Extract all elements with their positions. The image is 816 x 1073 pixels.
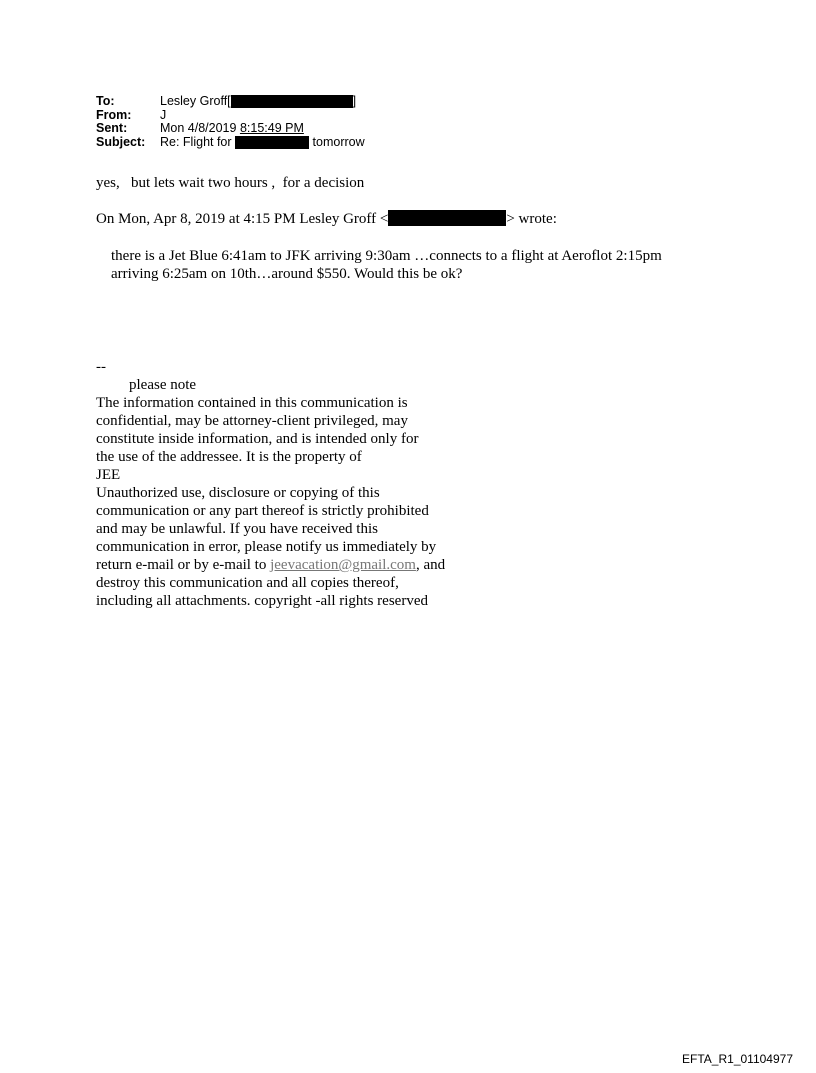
disclaimer-line xyxy=(96,556,496,574)
to-bracket-open: [ xyxy=(227,94,231,108)
quoted-header-suffix: > wrote: xyxy=(506,211,557,227)
from-row xyxy=(96,109,365,123)
disclaimer-line: destroy this communication and all copies thereof, xyxy=(96,575,399,591)
disclaimer-line: including all attachments. copyright -all rights reserved xyxy=(96,593,428,609)
disclaimer-line: the use of the addressee. It is the property of xyxy=(96,449,362,465)
return-suffix: , and xyxy=(415,557,446,573)
disclaimer-line: communication in error, please notify us immediately by xyxy=(96,539,437,555)
confidentiality-disclaimer xyxy=(96,394,496,610)
signature-note: please note xyxy=(129,377,197,393)
sent-date: Mon 4/8/2019 xyxy=(160,121,237,135)
subject-suffix: tomorrow xyxy=(312,134,365,149)
to-row xyxy=(96,95,365,109)
to-value: Lesley Groff xyxy=(160,94,228,108)
redaction-box xyxy=(231,95,353,108)
quoted-line: arriving 6:25am on 10th…around $550. Would this be ok? xyxy=(111,266,463,282)
quoted-header xyxy=(96,210,557,228)
disclaimer-line: confidential, may be attorney-client privileged, may xyxy=(96,413,408,429)
subject-label: Subject: xyxy=(96,134,146,149)
return-prefix: return e-mail or by e-mail to xyxy=(96,557,271,573)
redaction-box xyxy=(235,136,309,149)
to-label: To: xyxy=(96,94,115,108)
quoted-message xyxy=(111,247,751,283)
subject-prefix: Re: Flight for xyxy=(160,134,232,149)
subject-row xyxy=(96,136,365,150)
from-value: J xyxy=(160,107,167,122)
quoted-line: there is a Jet Blue 6:41am to JFK arriving 9:30am …connects to a flight at Aeroflot 2:15pm xyxy=(111,248,662,264)
disclaimer-line: The information contained in this communication is xyxy=(96,395,408,411)
disclaimer-line: and may be unlawful. If you have received this xyxy=(96,521,378,537)
email-link[interactable]: jeevacation@gmail.com xyxy=(270,557,416,573)
disclaimer-line: Unauthorized use, disclosure or copying of this xyxy=(96,485,380,501)
reply-text: yes, but lets wait two hours , for a decision xyxy=(96,175,365,191)
disclaimer-line: communication or any part thereof is strictly prohibited xyxy=(96,503,429,519)
sent-time: 8:15:49 PM xyxy=(239,121,304,135)
to-bracket-close: ] xyxy=(352,94,357,108)
email-header xyxy=(96,95,365,149)
redaction-box xyxy=(388,210,506,226)
disclaimer-line: constitute inside information, and is intended only for xyxy=(96,431,419,447)
sent-row xyxy=(96,122,365,136)
from-label: From: xyxy=(96,107,132,122)
sent-label: Sent: xyxy=(96,121,128,135)
document-id: EFTA_R1_01104977 xyxy=(682,1052,793,1066)
signature-separator: -- xyxy=(96,359,106,375)
quoted-header-prefix: On Mon, Apr 8, 2019 at 4:15 PM Lesley Groff < xyxy=(96,211,389,227)
disclaimer-line: JEE xyxy=(96,467,121,483)
